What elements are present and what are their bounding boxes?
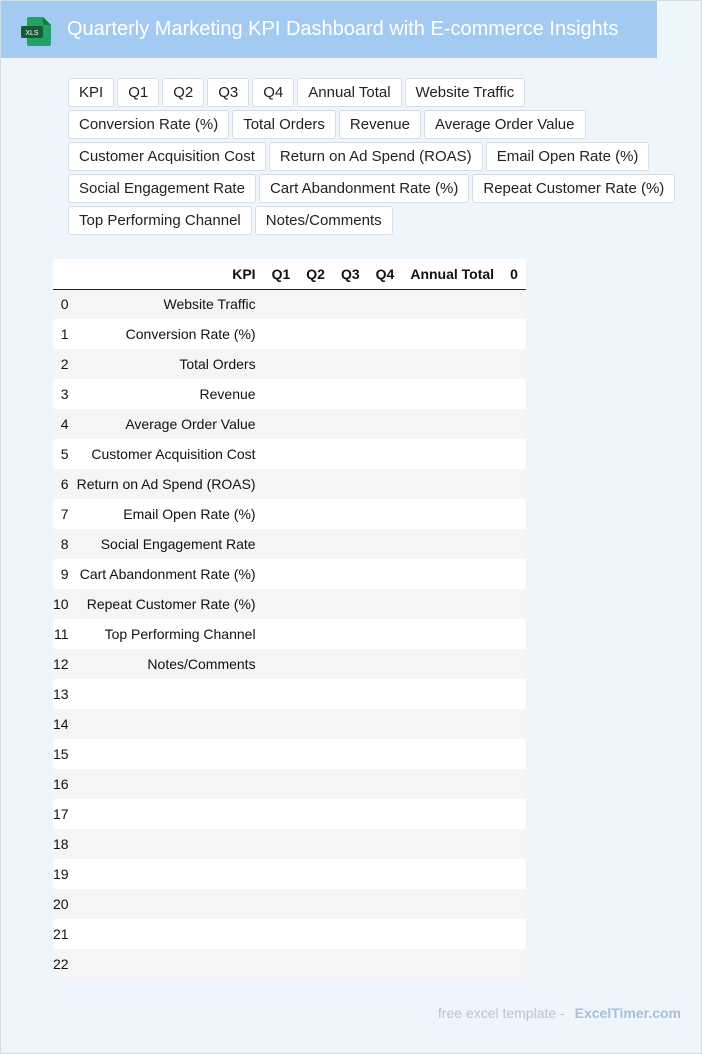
table-row [53,379,526,409]
value-cell [298,499,333,529]
value-cell [298,619,333,649]
value-cell [402,739,502,769]
column-chip[interactable]: Q1 [117,78,159,107]
column-header: Q4 [368,259,403,289]
value-cell [502,379,526,409]
value-cell [368,379,403,409]
table-row [53,529,526,559]
kpi-cell: Social Engagement Rate [100,536,256,552]
table-row [53,919,526,949]
header-bar [1,1,657,58]
table-row [53,559,526,589]
table-row [53,319,526,349]
row-index: 19 [53,866,69,882]
kpi-cell: Top Performing Channel [104,626,256,642]
table-row [53,859,526,889]
value-cell [333,859,368,889]
value-cell [368,709,403,739]
value-cell [368,439,403,469]
value-cell [333,469,368,499]
value-cell [298,409,333,439]
value-cell [402,829,502,859]
kpi-cell [69,769,264,799]
table-row [53,499,526,529]
value-cell [502,559,526,589]
value-cell [333,289,368,319]
column-chip[interactable]: Q2 [162,78,204,107]
value-cell [264,799,299,829]
value-cell [298,469,333,499]
value-cell [298,529,333,559]
table-row [53,409,526,439]
value-cell [402,949,502,979]
table-row [53,649,526,679]
column-chip[interactable]: Q4 [252,78,294,107]
value-cell [502,439,526,469]
value-cell [298,289,333,319]
column-chip[interactable]: Top Performing Channel [68,206,252,235]
kpi-cell: Average Order Value [125,416,256,432]
kpi-table-container [53,259,523,979]
column-chip[interactable]: Total Orders [232,110,336,139]
value-cell [333,709,368,739]
value-cell [298,829,333,859]
value-cell [333,619,368,649]
kpi-cell [69,799,264,829]
value-cell [298,739,333,769]
column-chip[interactable]: Conversion Rate (%) [68,110,229,139]
value-cell [502,289,526,319]
value-cell [368,469,403,499]
value-cell [298,319,333,349]
value-cell [333,829,368,859]
value-cell [502,709,526,739]
value-cell [402,649,502,679]
value-cell [333,889,368,919]
excel-file-icon [20,16,52,46]
value-cell [333,769,368,799]
value-cell [402,439,502,469]
row-index: 11 [54,626,69,642]
value-cell [368,829,403,859]
value-cell [402,529,502,559]
value-cell [333,379,368,409]
value-cell [368,409,403,439]
value-cell [264,649,299,679]
value-cell [264,739,299,769]
kpi-cell: Return on Ad Spend (ROAS) [76,476,256,492]
kpi-cell [69,679,264,709]
value-cell [502,349,526,379]
row-index: 15 [53,746,69,762]
value-cell [368,589,403,619]
row-index: 9 [60,566,69,582]
value-cell [333,349,368,379]
table-row [53,679,526,709]
value-cell [502,829,526,859]
row-index: 0 [60,296,69,313]
row-index: 20 [53,896,69,912]
column-chip[interactable]: Revenue [339,110,421,139]
value-cell [333,439,368,469]
row-index: 7 [60,506,69,522]
value-cell [264,829,299,859]
value-cell [333,919,368,949]
value-cell [502,529,526,559]
value-cell [264,949,299,979]
table-header-row [53,259,526,289]
footer-prefix: free excel template - [437,1005,565,1021]
value-cell [333,739,368,769]
value-cell [264,469,299,499]
row-index: 2 [60,356,69,372]
value-cell [333,679,368,709]
table-row [53,439,526,469]
value-cell [402,349,502,379]
row-index: 12 [53,656,69,672]
column-chip[interactable]: Social Engagement Rate [68,174,256,203]
index-header [53,259,69,289]
row-index: 8 [60,536,69,552]
value-cell [502,679,526,709]
value-cell [264,769,299,799]
value-cell [298,859,333,889]
value-cell [402,559,502,589]
column-chip[interactable]: Repeat Customer Rate (%) [472,174,675,203]
kpi-cell [69,829,264,859]
value-cell [402,859,502,889]
value-cell [298,439,333,469]
value-cell [402,469,502,499]
value-cell [333,559,368,589]
value-cell [333,799,368,829]
value-cell [368,769,403,799]
value-cell [402,709,502,739]
value-cell [402,889,502,919]
table-row [53,799,526,829]
value-cell [264,529,299,559]
value-cell [502,889,526,919]
value-cell [368,679,403,709]
value-cell [368,859,403,889]
row-index: 21 [53,926,69,942]
value-cell [333,409,368,439]
value-cell [333,319,368,349]
table-row [53,589,526,619]
row-index: 3 [60,386,69,402]
row-index: 14 [53,716,69,732]
column-header: Q1 [264,259,299,289]
kpi-cell: Customer Acquisition Cost [91,446,256,462]
kpi-cell: Notes/Comments [147,656,256,672]
page-title: Quarterly Marketing KPI Dashboard with E-commerce Insights [67,18,619,40]
value-cell [502,319,526,349]
value-cell [298,649,333,679]
value-cell [298,769,333,799]
value-cell [402,319,502,349]
value-cell [298,709,333,739]
table-row [53,469,526,499]
value-cell [298,559,333,589]
row-index: 4 [60,416,69,432]
value-cell [502,409,526,439]
value-cell [502,469,526,499]
row-index: 1 [60,326,69,342]
kpi-cell: Cart Abandonment Rate (%) [79,566,256,582]
row-index: 17 [53,806,69,822]
value-cell [368,319,403,349]
kpi-cell [69,889,264,919]
value-cell [402,799,502,829]
value-cell [368,499,403,529]
value-cell [368,889,403,919]
value-cell [402,589,502,619]
kpi-cell [69,859,264,889]
value-cell [502,949,526,979]
row-index: 18 [53,836,69,852]
value-cell [368,559,403,589]
value-cell [264,889,299,919]
column-chip-list [68,78,683,235]
kpi-cell: Website Traffic [163,296,256,313]
column-chip[interactable]: Annual Total [297,78,401,107]
value-cell [333,499,368,529]
column-chip[interactable]: KPI [68,78,114,107]
row-index: 13 [53,686,69,702]
value-cell [502,619,526,649]
column-header: Q3 [333,259,368,289]
value-cell [502,739,526,769]
value-cell [333,589,368,619]
column-chip[interactable]: Cart Abandonment Rate (%) [259,174,469,203]
kpi-cell [69,919,264,949]
row-index: 6 [60,476,69,492]
footer-brand-link[interactable]: ExcelTimer.com [574,1005,681,1021]
kpi-cell [69,949,264,979]
value-cell [298,679,333,709]
value-cell [333,529,368,559]
table-row [53,349,526,379]
value-cell [264,439,299,469]
table-row [53,829,526,859]
value-cell [368,289,403,319]
value-cell [264,379,299,409]
kpi-cell: Conversion Rate (%) [125,326,256,342]
column-chip[interactable]: Average Order Value [424,110,586,139]
table-body [53,289,526,979]
table-row [53,739,526,769]
table-row [53,289,526,319]
value-cell [402,679,502,709]
column-chip[interactable]: Notes/Comments [255,206,393,235]
value-cell [502,859,526,889]
value-cell [502,919,526,949]
value-cell [298,349,333,379]
column-chip[interactable]: Q3 [207,78,249,107]
column-chip[interactable]: Email Open Rate (%) [486,142,650,171]
value-cell [502,499,526,529]
value-cell [298,919,333,949]
table-row [53,889,526,919]
value-cell [264,499,299,529]
column-chip[interactable]: Website Traffic [405,78,526,107]
value-cell [264,589,299,619]
value-cell [368,529,403,559]
value-cell [298,589,333,619]
value-cell [298,889,333,919]
value-cell [368,919,403,949]
value-cell [264,349,299,379]
value-cell [368,619,403,649]
value-cell [264,679,299,709]
value-cell [402,499,502,529]
value-cell [502,799,526,829]
value-cell [298,379,333,409]
table-row [53,619,526,649]
value-cell [264,619,299,649]
table-row [53,709,526,739]
column-header: Annual Total [402,259,502,289]
kpi-cell: Email Open Rate (%) [123,506,256,522]
value-cell [368,739,403,769]
value-cell [368,799,403,829]
value-cell [298,949,333,979]
value-cell [502,769,526,799]
value-cell [333,649,368,679]
row-index: 5 [60,446,69,462]
kpi-cell: Revenue [199,386,256,402]
value-cell [368,949,403,979]
value-cell [264,859,299,889]
row-index: 10 [53,596,69,612]
value-cell [298,799,333,829]
value-cell [402,289,502,319]
kpi-cell: Repeat Customer Rate (%) [86,596,256,612]
table-row [53,769,526,799]
column-chip[interactable]: Return on Ad Spend (ROAS) [269,142,483,171]
value-cell [402,619,502,649]
value-cell [502,649,526,679]
value-cell [368,649,403,679]
column-header: Q2 [298,259,333,289]
value-cell [402,409,502,439]
table-row [53,949,526,979]
value-cell [264,559,299,589]
column-header: 0 [502,259,526,289]
value-cell [264,319,299,349]
value-cell [402,769,502,799]
value-cell [368,349,403,379]
row-index: 16 [53,776,69,792]
column-chip[interactable]: Customer Acquisition Cost [68,142,266,171]
row-index: 22 [53,956,69,972]
value-cell [264,919,299,949]
value-cell [264,709,299,739]
svg-text:XLS: XLS [25,30,39,37]
kpi-cell [69,739,264,769]
footer-credit [438,1005,681,1021]
value-cell [502,589,526,619]
column-header: KPI [69,259,264,289]
kpi-cell: Total Orders [179,356,256,372]
value-cell [264,409,299,439]
value-cell [264,289,299,319]
kpi-table [53,259,526,979]
value-cell [402,919,502,949]
value-cell [333,949,368,979]
value-cell [402,379,502,409]
kpi-cell [69,709,264,739]
